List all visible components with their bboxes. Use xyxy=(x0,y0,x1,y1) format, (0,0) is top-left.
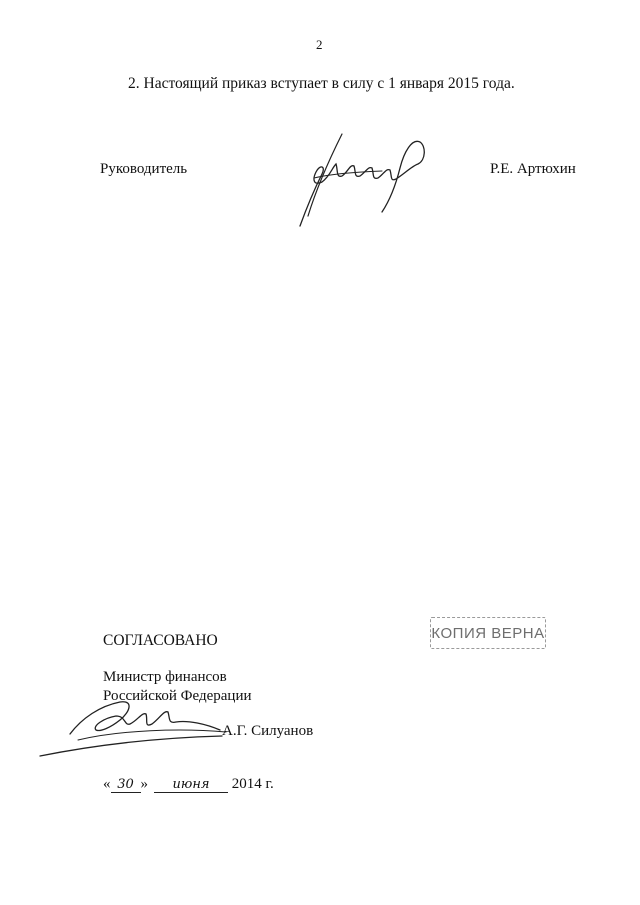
head-signature xyxy=(286,124,436,234)
copy-certified-stamp: КОПИЯ ВЕРНА xyxy=(430,617,546,649)
page-number: 2 xyxy=(316,37,323,52)
date-year: 2014 г. xyxy=(231,776,274,792)
head-name: Р.Е. Артюхин xyxy=(490,161,576,177)
date-open-quote: « xyxy=(103,776,111,792)
order-clause: 2. Настоящий приказ вступает в силу с 1 января 2015 года. xyxy=(128,75,515,92)
minister-signature xyxy=(30,690,230,770)
date-day: 30 xyxy=(111,777,141,793)
minister-name: А.Г. Силуанов xyxy=(222,723,314,739)
approval-label: СОГЛАСОВАНО xyxy=(103,632,218,649)
minister-title-line2: Российской Федерации xyxy=(103,688,252,704)
minister-title-line1: Министр финансов xyxy=(103,669,227,685)
date-close-quote: » xyxy=(140,776,148,792)
approval-date xyxy=(103,775,274,793)
head-title: Руководитель xyxy=(100,161,188,177)
date-month: июня xyxy=(154,777,228,793)
